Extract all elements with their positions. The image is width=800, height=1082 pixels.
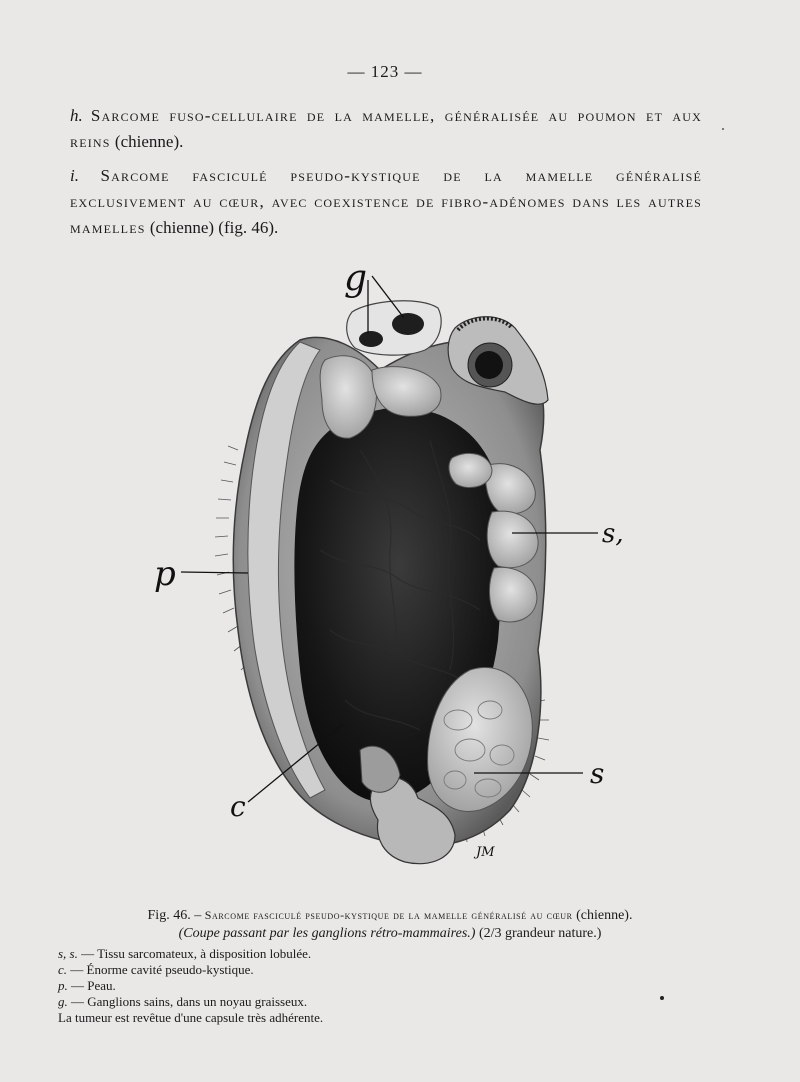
paragraph-title: Sarcome fasciculé pseudo-kystique de la mamelle généralisé exclusivement au cœur, avec coexistence de fibro-adénomes dans les autres mamelles [70, 166, 703, 237]
paragraph-i [70, 163, 702, 241]
figure-caption [90, 906, 690, 943]
paragraph-title: Sarcome fuso-cellulaire de la mamelle, généralisée au poumon et aux reins [70, 106, 702, 151]
legend-key: g. [58, 994, 68, 1009]
legend-key: s, s. [58, 946, 78, 961]
paragraph-marker: i. [70, 166, 79, 185]
page-number: — 123 — [347, 62, 423, 81]
figure-46 [0, 250, 800, 890]
paragraph-h [70, 103, 702, 155]
caption-title: Sarcome fasciculé pseudo-kystique de la mamelle généralisé au cœur [204, 908, 573, 922]
label-c: c [230, 790, 246, 823]
legend-text: — Ganglions sains, dans un noyau graisseux. [67, 994, 308, 1009]
legend-key: c. [58, 962, 68, 977]
paragraph-suffix: (chienne). [114, 132, 184, 151]
caption-suffix: (chienne). [576, 908, 633, 923]
caption-line-1 [90, 906, 690, 925]
paragraph-suffix: (chienne) (fig. 46). [149, 218, 279, 237]
illustrator-signature: JM [476, 845, 495, 860]
legend-key: p. [58, 978, 68, 993]
legend-row [58, 978, 658, 994]
label-g: g [344, 258, 368, 299]
caption-subtitle: (Coupe passant par les ganglions rétro-mammaires.) [178, 926, 476, 941]
ink-speck [722, 128, 724, 130]
legend-row [58, 1010, 658, 1026]
legend-row [58, 994, 658, 1010]
label-s-upper: s, [602, 519, 624, 549]
paragraph-marker: h. [70, 106, 83, 125]
ink-speck [660, 996, 664, 1000]
legend-text: — Énorme cavité pseudo-kystique. [67, 962, 254, 977]
label-p: p [154, 554, 176, 594]
tumor-illustration [0, 250, 800, 890]
label-s-lower: s [590, 757, 605, 790]
caption-scale: (2/3 grandeur nature.) [478, 926, 602, 941]
legend-text: La tumeur est revêtue d'une capsule très adhérente. [58, 1010, 324, 1025]
ganglia-node [347, 301, 441, 355]
legend-text: — Tissu sarcomateux, à disposition lobulée. [77, 946, 312, 961]
legend-row [58, 962, 658, 978]
caption-line-2 [90, 925, 690, 943]
caption-fig: Fig. 46. – [147, 908, 202, 923]
legend-text: — Peau. [67, 978, 116, 993]
legend-row [58, 946, 658, 962]
figure-legend [58, 946, 658, 1026]
